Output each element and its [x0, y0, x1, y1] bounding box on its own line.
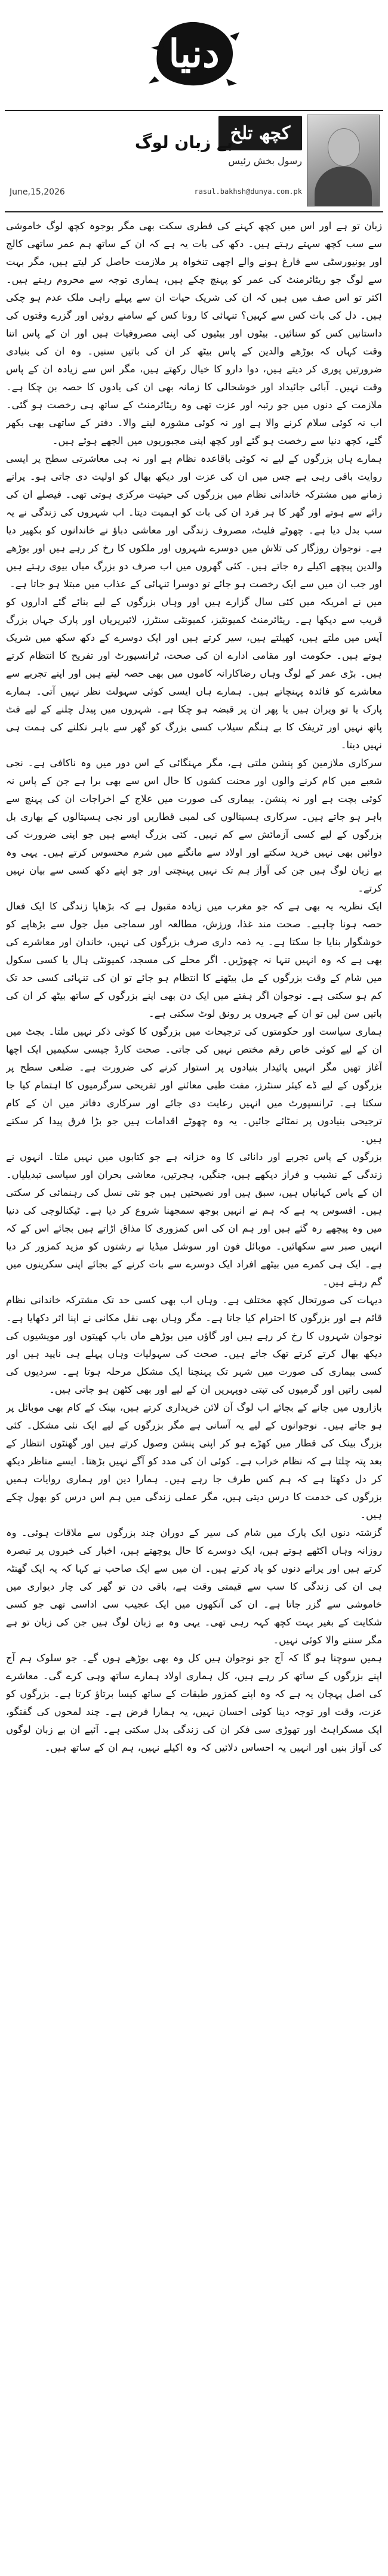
- article-paragraph: ایک نظریہ یہ بھی ہے کہ جو مغرب میں زیادہ مقبول ہے کہ بڑھاپا زندگی کا ایک فعال حصہ ہونا چاہیے۔ صحت مند غذا، ورزش، مطالعہ اور سماجی میل جول سے بڑھاپے کو خوشگوار بنایا جا سکتا ہے۔ یہ ذمہ داری صرف بزرگوں کی نہیں، خاندان اور معاشرے کی بھی ہے کہ وہ انہیں تنہا نہ چھوڑیں۔ اگر محلے کی مسجد، کمیونٹی ہال یا کسی سکول میں شام کے وقت بزرگوں کے مل بیٹھنے کا انتظام ہو جائے تو ان کی تنہائی کسی حد تک کم ہو سکتی ہے۔ نوجوان اگر ہفتے میں ایک دن بھی اپنے بزرگوں کے ساتھ بیٹھ کر ان کی باتیں سن لیں تو ان کے چہروں پر رونق لوٹ سکتی ہے۔: [6, 900, 382, 1019]
- article-paragraph: میں نے امریکہ میں کئی سال گزارے ہیں اور وہاں بزرگوں کے لیے بنائے گئے اداروں کو قریب سے دیکھا ہے۔ ریٹائرمنٹ کمیونٹیز، کمیونٹی سنٹرز، لائبریریاں اور پارک جہاں بزرگ آپس میں ملتے ہیں، کھیلتے ہیں، سیر کرتے ہیں اور ایک دوسرے کے دکھ سکھ میں شریک ہوتے ہیں۔ حکومت اور مقامی ادارے ان کی صحت، ٹرانسپورٹ اور تفریح کا انتظام کرتے ہیں۔ بڑی عمر کے لوگ وہاں رضاکارانہ کاموں میں بھی حصہ لیتے ہیں اور اپنے تجربے سے معاشرے کو فائدہ پہنچاتے ہیں۔ ہمارے ہاں ایسی کوئی سہولت نظر نہیں آتی۔ ہمارے پارک یا تو ویران ہیں یا پھر ان پر قبضہ ہو چکا ہے۔ شہروں میں پیدل چلنے کے لیے فٹ پاتھ نہیں اور ٹریفک کا بے ہنگم سیلاب کسی بزرگ کو گھر سے باہر نکلنے کی ہمت ہی نہیں دیتا۔: [6, 596, 382, 751]
- column-header: [5, 110, 383, 212]
- author-email[interactable]: rasul.bakhsh@dunya.com.pk: [194, 187, 302, 196]
- article-paragraph: ہمیں سوچنا ہو گا کہ آج جو نوجوان ہیں کل وہ بھی بوڑھے ہوں گے۔ جو سلوک ہم آج اپنے بزرگوں کے ساتھ کر رہے ہیں، کل ہماری اولاد ہمارے ساتھ وہی کرے گی۔ معاشرے کی اصل پہچان یہ ہے کہ وہ اپنے کمزور طبقات کے ساتھ کیسا برتاؤ کرتا ہے۔ بزرگوں کو عزت، وقت اور توجہ دینا کوئی احسان نہیں، یہ ہمارا فرض ہے۔ چند لمحوں کی گفتگو، ایک مسکراہٹ اور تھوڑی سی فکر ان کی زندگی بدل سکتی ہے۔ آئیے ان بے زبان لوگوں کی آواز بنیں اور انہیں یہ احساس دلائیں کہ وہ اکیلے نہیں، ہم ان کے ساتھ ہیں۔: [6, 1652, 382, 1753]
- article-headline: بے زبان لوگ: [134, 132, 233, 152]
- masthead: [0, 0, 388, 107]
- article-paragraph: زبان تو ہے اور اس میں کچھ کہنے کی فطری سکت بھی مگر بوجوہ کچھ لوگ خاموشی سے سب کچھ سہتے رہتے ہیں۔ دکھ کی بات یہ ہے کہ ان کے ساتھ ہم عمر ساتھی کالج اور یونیورسٹی سے فارغ ہونے والے اچھی تنخواہ پر ملازمت حاصل کر لیتے ہیں، مگر بہت سے لوگ جو ریٹائرمنٹ کی عمر کو پہنچ چکے ہیں، ہماری توجہ سے محروم رہتے ہیں۔ اکثر تو اس صف میں ہیں کہ ان کی شریک حیات ان سے پہلے راہی ملک عدم ہو چکی ہیں۔ دل کی بات کس سے کہیں؟ تنہائی کا رونا کس کے سامنے روئیں اور گزرے وقتوں کی داستانیں کس کو سنائیں۔ بیٹوں اور بیٹیوں کی اپنی مصروفیات ہیں اور ان کے پاس اتنا وقت کہاں کہ بوڑھے والدین کے پاس بیٹھ کر ان کی باتیں سنیں۔ وہ ان کی بنیادی ضرورتیں پوری کر دیتے ہیں، دوا دارو کا خیال رکھتے ہیں، مگر اس سے زیادہ ان کے پاس وقت نہیں۔ آبائی جائیداد اور خوشحالی کا زمانہ بھی ان کی یادوں کا حصہ بن چکا ہے۔ ملازمت کے دنوں میں جو رتبہ اور عزت تھی وہ ریٹائرمنٹ کے ساتھ ہی رخصت ہو گئی۔ اب نہ کوئی سلام کرنے والا ہے اور نہ کوئی مشورہ لینے والا۔ دفتر کے ساتھی بھی بکھر گئے، کچھ دنیا سے رخصت ہو گئے اور کچھ اپنی مجبوریوں میں الجھے ہوئے ہیں۔: [6, 220, 382, 446]
- article-paragraph: سرکاری ملازمین کو پنشن ملتی ہے، مگر مہنگائی کے اس دور میں وہ ناکافی ہے۔ نجی شعبے میں کام کرنے والوں اور محنت کشوں کا حال اس سے بھی برا ہے جن کے پاس نہ کوئی بچت ہے اور نہ پنشن۔ بیماری کی صورت میں علاج کے اخراجات ان کی پہنچ سے باہر ہو جاتے ہیں۔ سرکاری ہسپتالوں کی لمبی قطاریں اور نجی ہسپتالوں کے بھاری بل بزرگوں کے لیے کسی آزمائش سے کم نہیں۔ کئی بزرگ ایسے ہیں جو اپنی ضرورت کی دوائیں بھی نہیں خرید سکتے اور اولاد سے مانگنے میں شرم محسوس کرتے ہیں۔ یہی وہ بے زبان لوگ ہیں جن کی آواز ہم تک نہیں پہنچتی اور جو اپنے دکھ کسی سے بیان نہیں کرتے۔: [6, 757, 382, 894]
- article-paragraph: ہمارے ہاں بزرگوں کے لیے نہ کوئی باقاعدہ نظام ہے اور نہ ہی معاشرتی سطح پر ایسی روایت باقی رہی ہے جس میں ان کی عزت اور دیکھ بھال کو اولیت دی جاتی ہو۔ پرانے زمانے میں مشترکہ خاندانی نظام میں بزرگوں کی حیثیت مرکزی ہوتی تھی۔ فیصلے ان کی رائے سے ہوتے اور گھر کا ہر فرد ان کی بات کو اہمیت دیتا۔ اب شہروں کی زندگی نے یہ سب بدل دیا ہے۔ چھوٹے فلیٹ، مصروف زندگی اور معاشی دباؤ نے خاندانوں کو بکھیر دیا ہے۔ نوجوان روزگار کی تلاش میں دوسرے شہروں اور ملکوں کا رخ کر رہے ہیں اور بوڑھے والدین پیچھے اکیلے رہ جاتے ہیں۔ کئی گھروں میں اب صرف دو بزرگ میاں بیوی رہتے ہیں اور جب ان میں سے ایک رخصت ہو جائے تو دوسرا تنہائی کے عذاب میں مبتلا ہو جاتا ہے۔: [6, 453, 382, 590]
- article-paragraph: گزشتہ دنوں ایک پارک میں شام کی سیر کے دوران چند بزرگوں سے ملاقات ہوئی۔ وہ روزانہ وہاں اکٹھے ہوتے ہیں، ایک دوسرے کا حال پوچھتے ہیں، اخبار کی خبروں پر تبصرہ کرتے ہیں اور پرانے دنوں کو یاد کرتے ہیں۔ ان میں سے ایک صاحب نے کہا کہ یہ ایک گھنٹہ ہی ان کی زندگی کا سب سے قیمتی وقت ہے، باقی دن تو گھر کی چار دیواری میں خاموشی سے گزر جاتا ہے۔ ان کی آنکھوں میں ایک عجیب سی اداسی تھی جو کسی شکایت کے بغیر بہت کچھ کہہ رہی تھی۔ یہی وہ بے زبان لوگ ہیں جن کی زبان تو ہے مگر سننے والا کوئی نہیں۔: [6, 1527, 382, 1646]
- article-paragraph: دیہات کی صورتحال کچھ مختلف ہے۔ وہاں اب بھی کسی حد تک مشترکہ خاندانی نظام قائم ہے اور بزرگوں کا احترام کیا جاتا ہے۔ مگر وہاں بھی نقل مکانی نے اپنا اثر دکھایا ہے۔ نوجوان شہروں کا رخ کر رہے ہیں اور گاؤں میں بوڑھے ماں باپ کھیتوں اور مویشیوں کی دیکھ بھال کرتے کرتے تھک جاتے ہیں۔ صحت کی سہولیات وہاں پہلے ہی ناپید ہیں اور کسی بیماری کی صورت میں شہر تک پہنچنا ایک مشکل مرحلہ ہوتا ہے۔ سردیوں کی لمبی راتیں اور گرمیوں کی تپتی دوپہریں ان کے لیے اور بھی کٹھن ہو جاتی ہیں۔: [6, 1294, 382, 1395]
- logo-text: دنیا: [168, 31, 220, 76]
- column-name: کچھ تلخ: [218, 116, 302, 150]
- author-name: رسول بخش رئیس: [228, 155, 302, 166]
- article-paragraph: بازاروں میں جانے کے بجائے اب لوگ آن لائن خریداری کرتے ہیں، بینک کے کام بھی موبائل پر ہو جاتے ہیں۔ نوجوانوں کے لیے یہ آسانی ہے مگر بزرگوں کے لیے ایک نئی مشکل۔ کئی بزرگ بینک کی قطار میں کھڑے ہو کر اپنی پنشن وصول کرتے ہیں اور گھنٹوں انتظار کے بعد پتہ چلتا ہے کہ نظام خراب ہے۔ کوئی ان کی مدد کو آگے نہیں بڑھتا۔ ایسے مناظر دیکھ کر دل دکھتا ہے کہ ہم کس طرف جا رہے ہیں۔ ہمارا دین اور ہماری روایات ہمیں بزرگوں کی خدمت کا درس دیتی ہیں، مگر عملی زندگی میں ہم اس درس کو بھول چکے ہیں۔: [6, 1402, 382, 1520]
- article-body: [6, 217, 382, 2568]
- author-photo: [307, 115, 380, 206]
- dunya-logo: [146, 12, 242, 95]
- article-paragraph: بزرگوں کے پاس تجربے اور دانائی کا وہ خزانہ ہے جو کتابوں میں نہیں ملتا۔ انہوں نے زندگی کے نشیب و فراز دیکھے ہیں، جنگیں، ہجرتیں، معاشی بحران اور سیاسی تبدیلیاں۔ ان کے پاس کہانیاں ہیں، سبق ہیں اور نصیحتیں ہیں جو نئی نسل کی رہنمائی کر سکتی ہیں۔ افسوس یہ ہے کہ ہم نے انہیں بوجھ سمجھنا شروع کر دیا ہے۔ ٹیکنالوجی کی دنیا میں وہ پیچھے رہ گئے ہیں اور ہم ان کی اس کمزوری کا مذاق اڑاتے ہیں بجائے اس کے کہ انہیں صبر سے سکھائیں۔ موبائل فون اور سوشل میڈیا نے رشتوں کو مزید کمزور کر دیا ہے۔ ایک ہی کمرے میں بیٹھے افراد ایک دوسرے سے بات کرنے کے بجائے اپنی سکرینوں میں گم رہتے ہیں۔: [6, 1151, 382, 1288]
- article-paragraph: ہماری سیاست اور حکومتوں کی ترجیحات میں بزرگوں کا کوئی ذکر نہیں ملتا۔ بجٹ میں ان کے لیے کوئی خاص رقم مختص نہیں کی جاتی۔ صحت کارڈ جیسی سکیمیں ایک اچھا آغاز تھیں مگر انہیں پائیدار بنیادوں پر استوار کرنے کی ضرورت ہے۔ ضلعی سطح پر بزرگوں کے لیے ڈے کیئر سنٹرز، مفت طبی معائنے اور تفریحی سرگرمیوں کا اہتمام کیا جا سکتا ہے۔ ٹرانسپورٹ میں انہیں رعایت دی جائے اور سرکاری دفاتر میں ان کے کام ترجیحی بنیادوں پر نمٹائے جائیں۔ یہ وہ چھوٹے اقدامات ہیں جو بڑا فرق پیدا کر سکتے ہیں۔: [6, 1026, 382, 1144]
- article-date: June,15,2026: [10, 187, 65, 197]
